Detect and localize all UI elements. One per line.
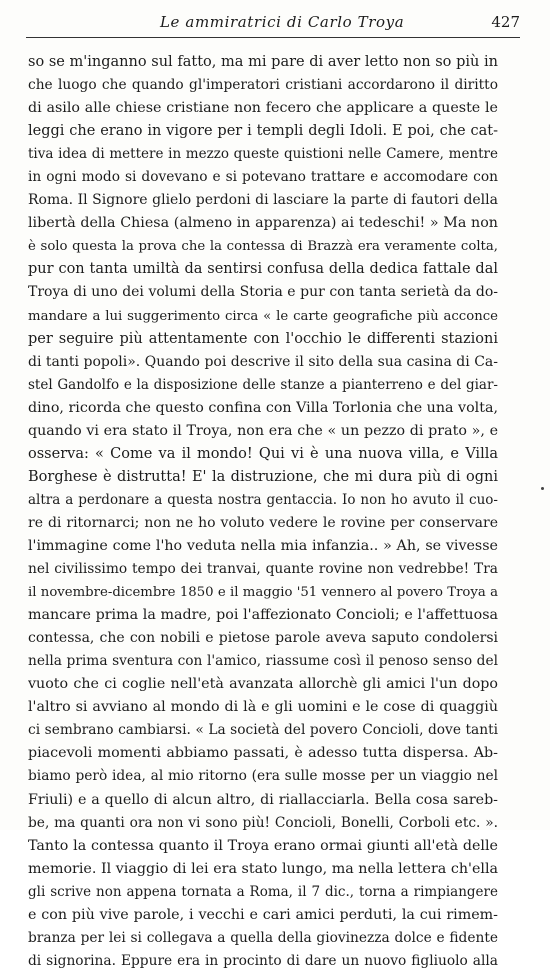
text-line: l'immagine come l'ho veduta nella mia infanzia.. » Ah, se vivesse	[28, 537, 498, 554]
text-line: di tanti popoli». Quando poi descrive il sito della sua casina di Ca-	[28, 353, 498, 370]
text-line: Friuli) e a quello di alcun altro, di riallacciarla. Bella cosa sareb-	[28, 791, 498, 808]
text-line: re di ritornarci; non ne ho voluto vedere le rovine per conservare	[28, 514, 498, 531]
text-line: nel civilissimo tempo dei tranvai, quante rovine non vedrebbe! Tra	[28, 561, 498, 578]
text-line: tiva idea di mettere in mezzo queste quistioni nelle Camere, mentre	[28, 146, 498, 163]
running-header	[26, 9, 520, 33]
text-line: biamo però idea, al mio ritorno (era sulle mosse per un viaggio nel	[28, 768, 498, 785]
text-line: pur con tanta umiltà da sentirsi confusa della dedica fattale dal	[28, 261, 498, 278]
text-line: piacevoli momenti abbiamo passati, è adesso tutta dispersa. Ab-	[28, 745, 498, 762]
text-line: osserva: « Come va il mondo! Qui vi è una nuova villa, e Villa	[28, 445, 498, 462]
text-line: vuoto che ci coglie nell'età avanzata allorchè gli amici l'un dopo	[28, 676, 498, 693]
text-line: be, ma quanti ora non vi sono più! Concioli, Bonelli, Corboli etc. ».	[28, 814, 498, 831]
text-line: che luogo che quando gl'imperatori cristiani accordarono il diritto	[28, 77, 498, 94]
text-line: mancare prima la madre, poi l'affezionato Concioli; e l'affettuosa	[28, 607, 498, 624]
body-text	[28, 51, 498, 973]
text-line: il novembre-dicembre 1850 e il maggio '51 vennero al povero Troya a	[28, 585, 498, 601]
text-line: per seguire più attentamente con l'occhio le differenti stazioni	[28, 330, 498, 347]
text-line: Roma. Il Signore glielo perdoni di lasciare la parte di fautori della	[28, 192, 498, 209]
header-rule	[26, 37, 520, 38]
text-line: ci sembrano cambiarsi. « La società del povero Concioli, dove tanti	[28, 722, 498, 739]
text-line: in ogni modo si dovevano e si potevano trattare e accomodare con	[28, 169, 498, 186]
text-line: Borghese è distrutta! E' la distruzione, che mi dura più di ogni	[28, 468, 498, 485]
text-line: dino, ricorda che questo confina con Villa Torlonia che una volta,	[28, 399, 498, 416]
text-line: quando vi era stato il Troya, non era che « un pezzo di prato », e	[28, 422, 498, 439]
margin-speck	[541, 487, 544, 490]
text-line: gli scrive non appena tornata a Roma, il 7 dic., torna a rimpiangere	[28, 883, 498, 900]
text-line: mandare a lui suggerimento circa « le carte geografiche più acconce	[28, 308, 498, 324]
running-title: Le ammiratrici di Carlo Troya	[160, 13, 405, 31]
text-line: leggi che erano in vigore per i templi degli Idoli. E poi, che cat-	[28, 123, 498, 140]
text-line: contessa, che con nobili e pietose parole aveva saputo condolersi	[28, 630, 498, 647]
text-line: Troya di uno dei volumi della Storia e pur con tanta serietà da do-	[28, 284, 498, 301]
page-number: 427	[491, 13, 520, 31]
text-line: è solo questa la prova che la contessa di Brazzà era veramente colta,	[28, 239, 498, 255]
text-line: di asilo alle chiese cristiane non fecero che applicare a queste le	[28, 100, 498, 117]
text-line: so se m'inganno sul fatto, ma mi pare di aver letto non so più in	[28, 54, 498, 70]
text-line: nella prima sventura con l'amico, riassume così il penoso senso del	[28, 653, 498, 670]
text-line: e con più vive parole, i vecchi e cari amici perduti, la cui rimem-	[28, 906, 498, 923]
text-line: di signorina. Eppure era in procinto di dare un nuovo figliuolo alla	[28, 952, 498, 969]
text-line: memorie. Il viaggio di lei era stato lungo, ma nella lettera ch'ella	[28, 860, 498, 877]
text-line: libertà della Chiesa (almeno in apparenza) ai tedeschi! » Ma non	[28, 215, 498, 232]
text-line: l'altro si avviano al mondo di là e gli uomini e le cose di quaggiù	[28, 699, 498, 716]
text-line: altra a perdonare a questa nostra gentaccia. Io non ho avuto il cuo-	[28, 491, 498, 508]
text-line: branza per lei si collegava a quella della giovinezza dolce e fidente	[28, 929, 498, 946]
text-line: Tanto la contessa quanto il Troya erano ormai giunti all'età delle	[28, 837, 498, 854]
text-line: stel Gandolfo e la disposizione delle stanze a pianterreno e del giar-	[28, 376, 498, 393]
